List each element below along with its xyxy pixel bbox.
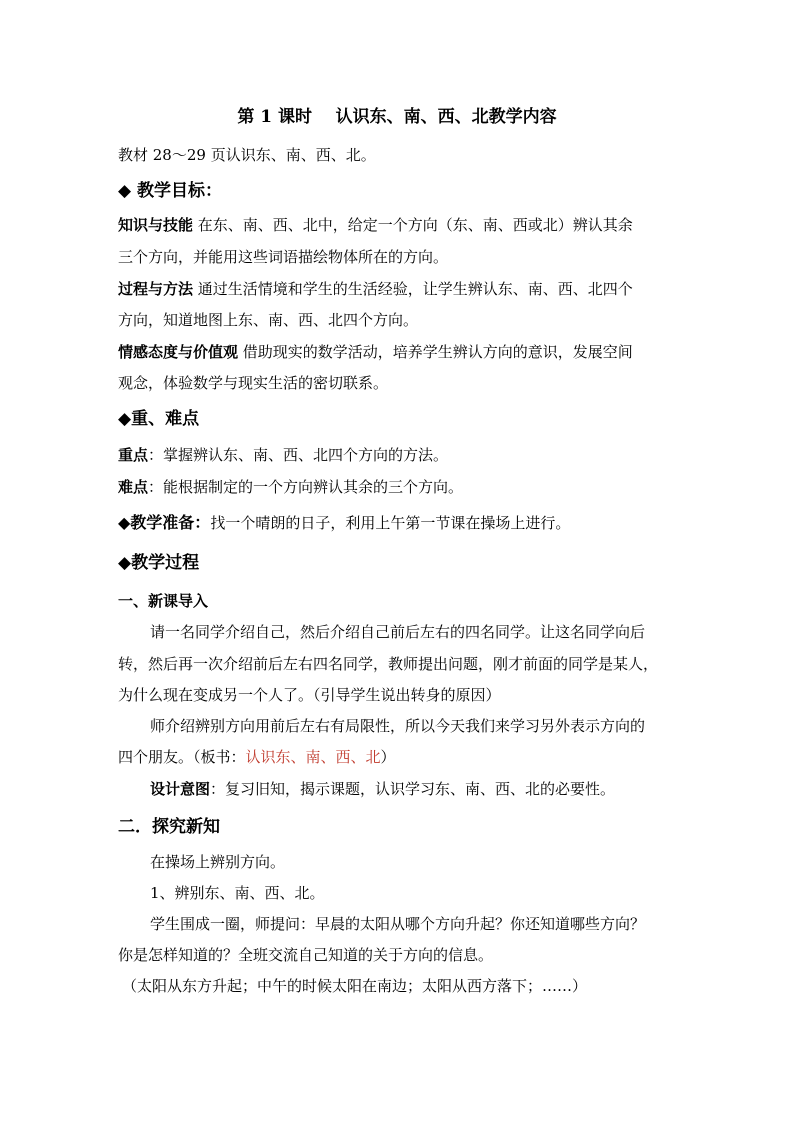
key-points-heading: ◆重、难点: [118, 409, 200, 429]
lesson-title: 第 1 课时 认识东、南、西、北教学内容: [237, 107, 557, 127]
key-point-label: 重点: [118, 446, 149, 464]
goal-process-text: 通过生活情境和学生的生活经验，让学生辨认东、南、西、北四个: [193, 280, 633, 298]
design-intent-text: ：复习旧知，揭示课题，认识学习东、南、西、北的必要性。: [210, 780, 616, 798]
para2-close: ）: [380, 748, 396, 766]
board-writing: 认识东、南、西、北: [245, 748, 381, 766]
difficulty-label: 难点: [118, 478, 149, 496]
section1-heading: 一、新课导入: [118, 592, 209, 610]
goal-process-line1: [118, 279, 633, 299]
goal-process-label: 过程与方法: [118, 280, 194, 298]
difficulty-line: [118, 477, 463, 497]
goal-process-line2: 方向，知道地图上东、南、西、北四个方向。: [118, 311, 419, 329]
preparation-line: [118, 513, 570, 533]
goal-knowledge-line2: 三个方向，并能用这些词语描绘物体所在的方向。: [118, 248, 449, 266]
preparation-text: 找一个晴朗的日子，利用上午第一节课在操场上进行。: [210, 514, 571, 532]
key-point-line: [118, 445, 448, 465]
para1-line3: 为什么现在变成另一个人了。（引导学生说出转身的原因）: [118, 686, 501, 704]
section2-heading: 二．探究新知: [118, 817, 220, 837]
design-intent-label: 设计意图: [150, 780, 211, 798]
preparation-label: ◆教学准备：: [118, 513, 211, 532]
goal-attitude-text: 借助现实的数学活动，培养学生辨认方向的意识，发展空间: [238, 343, 633, 361]
process-heading: ◆教学过程: [118, 553, 200, 573]
intro-line: 教材 28～29 页认识东、南、西、北。: [118, 146, 376, 164]
section2-line1: 在操场上辨别方向。: [150, 853, 286, 871]
key-point-text: ：掌握辨认东、南、西、北四个方向的方法。: [148, 446, 449, 464]
goal-knowledge-text: 在东、南、西、北中，给定一个方向（东、南、西或北）辨认其余: [193, 216, 633, 234]
section2-line5: （太阳从东方升起；中午的时候太阳在南边；太阳从西方落下；……）: [122, 977, 588, 995]
section2-line4: 你是怎样知道的？全班交流自己知道的关于方向的信息。: [118, 946, 494, 964]
goal-attitude-line2: 观念，体验数学与现实生活的密切联系。: [118, 374, 389, 392]
goal-attitude-label: 情感态度与价值观: [118, 343, 239, 361]
goal-knowledge-line1: [118, 215, 633, 235]
para2-line1: 师介绍辨别方向用前后左右有局限性，所以今天我们来学习另外表示方向的: [150, 717, 646, 735]
design-intent-line: [150, 779, 615, 799]
para2-text: 四个朋友。（板书：: [118, 748, 246, 766]
para2-line2: [118, 747, 396, 767]
section2-line3: 学生围成一圈，师提问：早晨的太阳从哪个方向升起？你还知道哪些方向？: [150, 915, 646, 933]
goals-heading: ◆ 教学目标：: [118, 181, 222, 201]
section2-line2: 1、辨别东、南、西、北。: [150, 884, 325, 902]
para1-line2: 转，然后再一次介绍前后左右四名同学，教师提出问题，刚才前面的同学是某人，: [118, 655, 659, 673]
difficulty-text: ：能根据制定的一个方向辨认其余的三个方向。: [148, 478, 464, 496]
para1-line1: 请一名同学介绍自己，然后介绍自己前后左右的四名同学。让这名同学向后: [150, 623, 646, 641]
goal-attitude-line1: [118, 342, 633, 362]
goal-knowledge-label: 知识与技能: [118, 216, 194, 234]
